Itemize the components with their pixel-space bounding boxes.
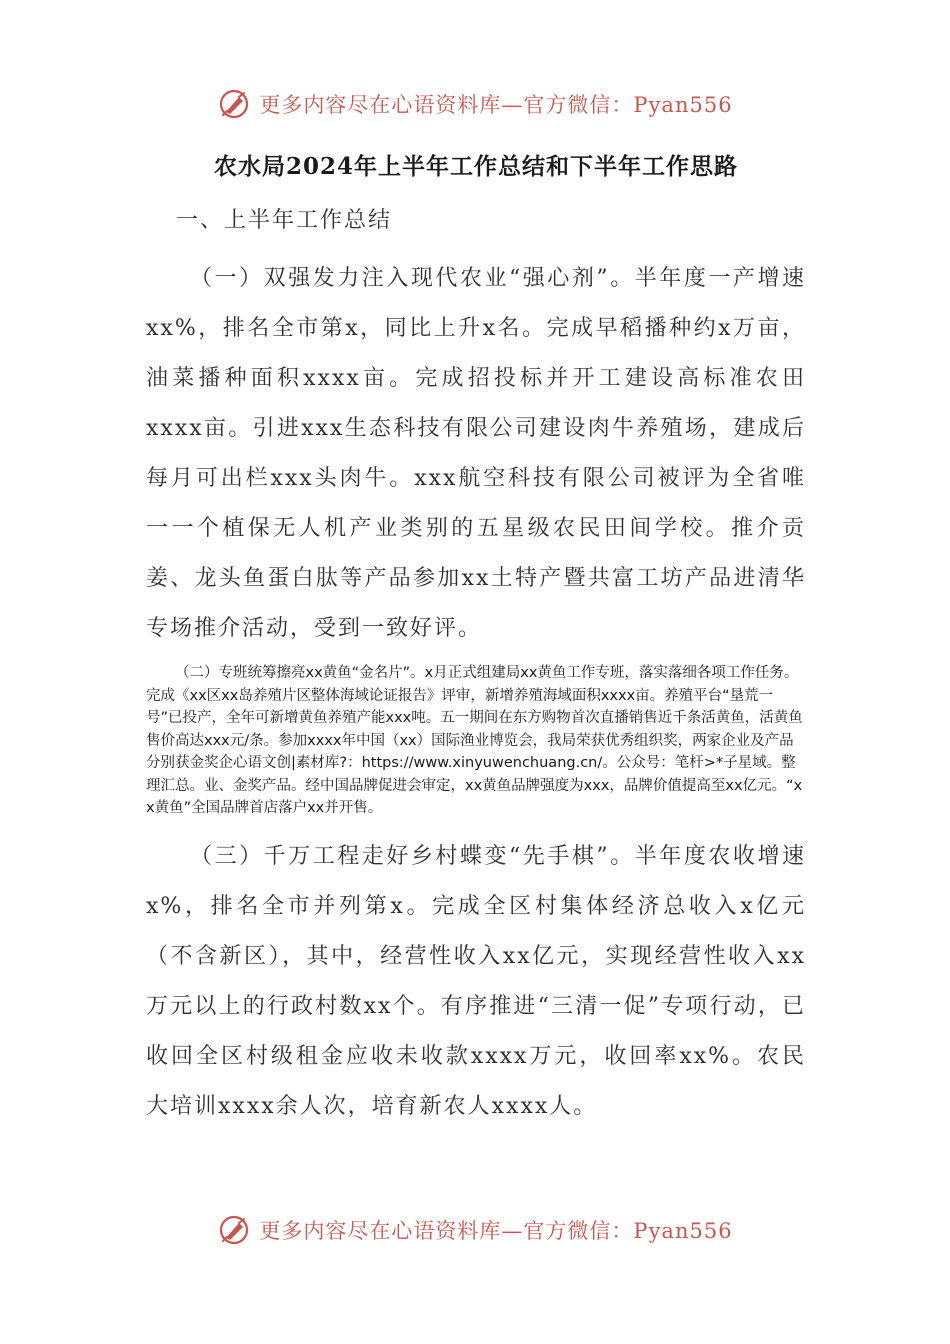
watermark-text: 更多内容尽在心语资料库—官方微信：Pyan556 [259, 93, 733, 117]
watermark-banner-bottom [0, 1208, 950, 1252]
paragraph-3: （三）千万工程走好乡村蝶变“先手棋”。半年度农收增速x%，排名全市并列第x。完成全区村集体经济总收入x亿元（不含新区），其中，经营性收入xx亿元，实现经营性收入xx万元以上的行政村数xx个。有序推进“三清一促”专项行动，已收回全区村级租金应收未收款xxxx万元，收回率xx%。农民大培训xxxx余人次，培育新农人xxxx人。 [146, 843, 806, 1119]
paragraph-1: （一）双强发力注入现代农业“强心剂”。半年度一产增速xx%，排名全市第x，同比上升x名。完成早稻播种约x万亩，油菜播种面积xxxx亩。完成招投标并开工建设高标准农田xxxx亩。引进xxx生态科技有限公司建设肉牛养殖场，建成后每月可出栏xxx头肉牛。xxx航空科技有限公司被评为全省唯一一个植保无人机产业类别的五星级农民田间学校。推介贡姜、龙头鱼蛋白肽等产品参加xx土特产暨共富工坊产品进清华专场推介活动，受到一致好评。 [146, 266, 806, 641]
watermark-banner-top [0, 82, 950, 126]
section-heading: 一、上半年工作总结 [176, 208, 393, 233]
watermark-text: 更多内容尽在心语资料库—官方微信：Pyan556 [259, 1219, 733, 1243]
pen-nib-logo-icon [217, 87, 251, 121]
document-body [146, 150, 806, 1132]
paragraph-2: （二）专班统筹擦亮xx黄鱼“金名片”。x月正式组建局xx黄鱼工作专班，落实落细各项工作任务。完成《xx区xx岛养殖片区整体海域论证报告》评审，新增养殖海域面积xxxx亩。养殖平台“垦荒一号”已投产，全年可新增黄鱼养殖产能xxx吨。五一期间在东方购物首次直播销售近千条活黄鱼，活黄鱼售价高达xxx元/条。参加xxxx年中国（xx）国际渔业博览会，我局荣获优秀组织奖，两家企业及产品分别获金奖企心语文创|素材库?：https://www.xinyuwenchuang.cn/。公众号：笔杆>*子星域。整理汇总。业、金奖产品。经中国品牌促进会审定，xx黄鱼品牌强度为xxx，品牌价值提高至xx亿元。“xx黄鱼”全国品牌首店落户xx并开售。 [146, 665, 803, 816]
pen-nib-logo-icon [217, 1213, 251, 1247]
document-title: 农水局2024年上半年工作总结和下半年工作思路 [213, 153, 738, 180]
